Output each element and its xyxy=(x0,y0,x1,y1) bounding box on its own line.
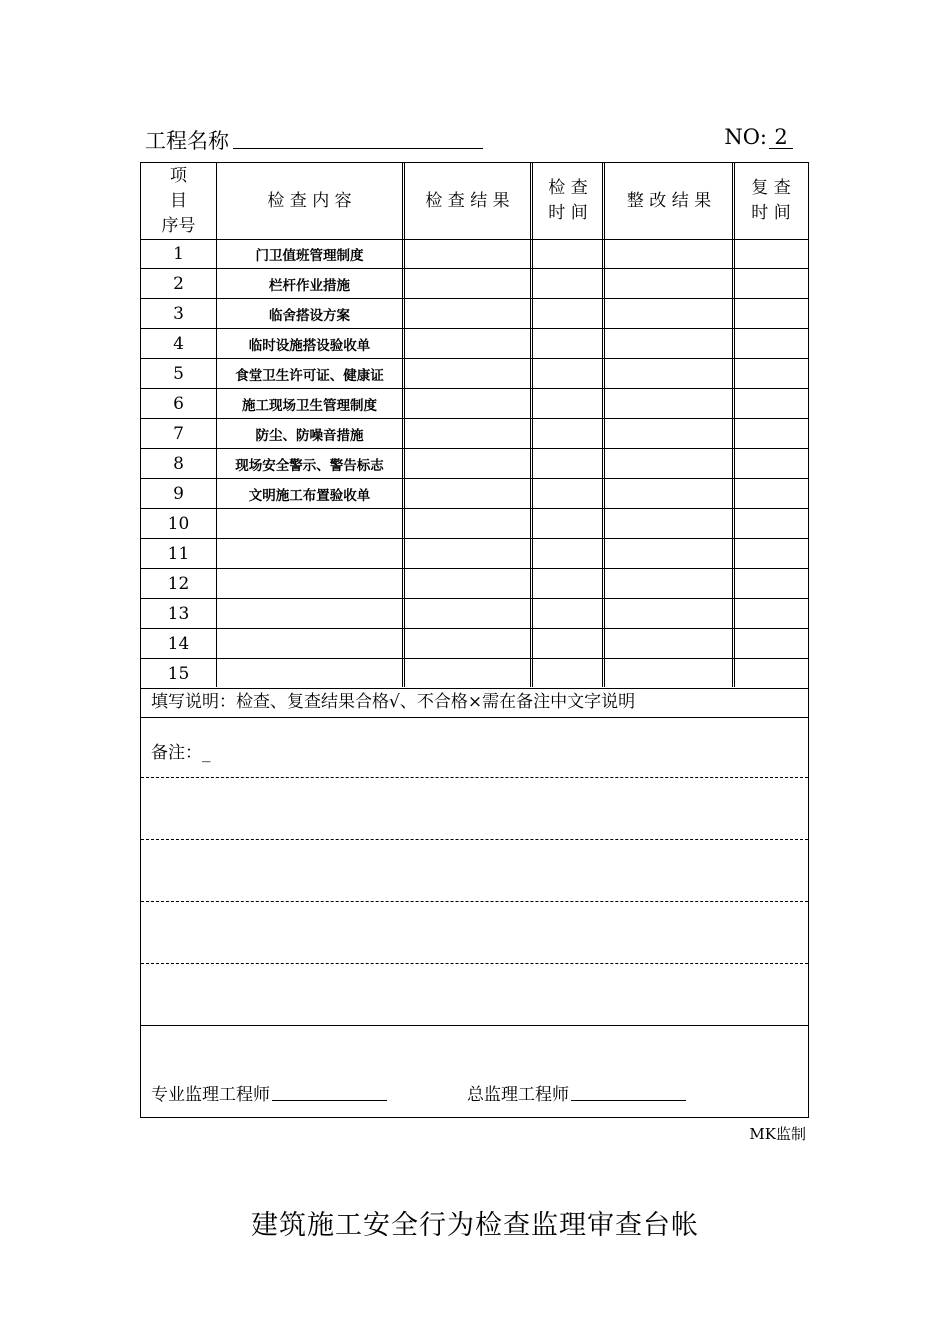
table-header-row xyxy=(141,163,808,240)
remark-line[interactable] xyxy=(141,901,808,902)
form-header xyxy=(145,125,813,155)
row-check-item: 门卫值班管理制度 xyxy=(255,248,364,264)
chief-signature-label: 总监理工程师 xyxy=(467,1085,569,1105)
project-name-field[interactable] xyxy=(233,148,483,149)
specialist-signature xyxy=(151,1080,387,1105)
table-row xyxy=(141,239,808,269)
document-title: 建筑施工安全行为检查监理审查台帐 xyxy=(251,1210,699,1241)
table-row xyxy=(141,569,808,599)
column-divider xyxy=(402,163,405,687)
inspection-form xyxy=(140,162,809,1118)
row-check-item xyxy=(216,569,403,599)
column-header-recheck-time xyxy=(734,163,808,239)
maker-mark: MK监制 xyxy=(749,1125,806,1143)
column-header-line: 检 查 内 容 xyxy=(267,190,352,211)
column-header-line: 检 查 结 果 xyxy=(425,190,510,211)
column-header-rectify-result xyxy=(604,163,734,239)
row-check-item: 临时设施搭设验收单 xyxy=(248,338,371,354)
row-number: 8 xyxy=(173,454,184,474)
remark-label: 备注：_ xyxy=(151,743,211,763)
table-row xyxy=(141,659,808,689)
row-check-item: 食堂卫生许可证、健康证 xyxy=(235,368,384,384)
table-row xyxy=(141,629,808,659)
row-number: 1 xyxy=(173,244,184,264)
column-header-line: 项 xyxy=(170,165,187,186)
table-row xyxy=(141,479,808,509)
row-check-item: 栏杆作业措施 xyxy=(269,278,350,294)
row-check-item xyxy=(216,599,403,629)
table-row xyxy=(141,419,808,449)
form-number-value: 2 xyxy=(769,126,793,149)
row-check-item: 防尘、防噪音措施 xyxy=(255,428,364,444)
row-number: 10 xyxy=(167,514,190,534)
specialist-signature-label: 专业监理工程师 xyxy=(151,1085,270,1105)
column-header-line: 序号 xyxy=(161,215,196,236)
remark-line[interactable] xyxy=(141,963,808,964)
column-header-line: 检 查 xyxy=(548,178,588,198)
column-divider xyxy=(530,163,533,687)
chief-signature xyxy=(467,1080,686,1105)
remark-line[interactable] xyxy=(141,839,808,840)
table-row xyxy=(141,299,808,329)
row-check-item: 文明施工布置验收单 xyxy=(248,488,371,504)
remark-line[interactable] xyxy=(141,777,808,778)
project-name-label: 工程名称 xyxy=(145,129,229,153)
row-check-item xyxy=(216,629,403,659)
row-number: 2 xyxy=(173,274,184,294)
row-number: 14 xyxy=(167,634,190,654)
column-header-line: 复 查 xyxy=(751,178,791,198)
table-row xyxy=(141,539,808,569)
table-row xyxy=(141,449,808,479)
row-check-item: 施工现场卫生管理制度 xyxy=(242,398,377,414)
column-header-content xyxy=(216,163,403,239)
divider xyxy=(141,1025,808,1026)
row-check-item xyxy=(216,509,403,539)
row-check-item xyxy=(216,539,403,569)
column-header-line: 时 间 xyxy=(751,203,791,223)
row-number: 15 xyxy=(167,664,190,684)
table-row xyxy=(141,389,808,419)
table-row xyxy=(141,509,808,539)
row-number: 9 xyxy=(173,484,184,504)
row-number: 13 xyxy=(167,604,190,624)
row-number: 5 xyxy=(173,364,184,384)
row-number: 3 xyxy=(173,304,184,324)
row-number: 12 xyxy=(167,574,190,594)
row-number: 7 xyxy=(173,424,184,444)
column-divider xyxy=(602,163,605,687)
table-row xyxy=(141,329,808,359)
row-number: 4 xyxy=(173,334,184,354)
table-row xyxy=(141,599,808,629)
row-check-item xyxy=(216,659,403,689)
form-number xyxy=(724,125,793,149)
column-divider xyxy=(732,163,735,687)
table-row xyxy=(141,359,808,389)
column-header-line: 目 xyxy=(170,190,187,211)
column-header-check-time xyxy=(532,163,604,239)
chief-signature-field[interactable] xyxy=(571,1100,686,1101)
column-header-line: 时 间 xyxy=(548,203,588,223)
fill-instructions: 填写说明：检查、复查结果合格√、不合格×需在备注中文字说明 xyxy=(151,692,636,712)
specialist-signature-field[interactable] xyxy=(272,1100,387,1101)
column-header-line: 整 改 结 果 xyxy=(626,190,712,211)
divider xyxy=(141,717,808,718)
column-header-result xyxy=(403,163,532,239)
row-number: 11 xyxy=(167,544,190,564)
form-number-label: NO: xyxy=(724,125,767,149)
column-header-seq xyxy=(141,163,216,239)
row-number: 6 xyxy=(173,394,184,414)
table-row xyxy=(141,269,808,299)
row-check-item: 现场安全警示、警告标志 xyxy=(235,458,384,474)
column-divider xyxy=(216,163,217,687)
row-check-item: 临舍搭设方案 xyxy=(269,308,350,324)
